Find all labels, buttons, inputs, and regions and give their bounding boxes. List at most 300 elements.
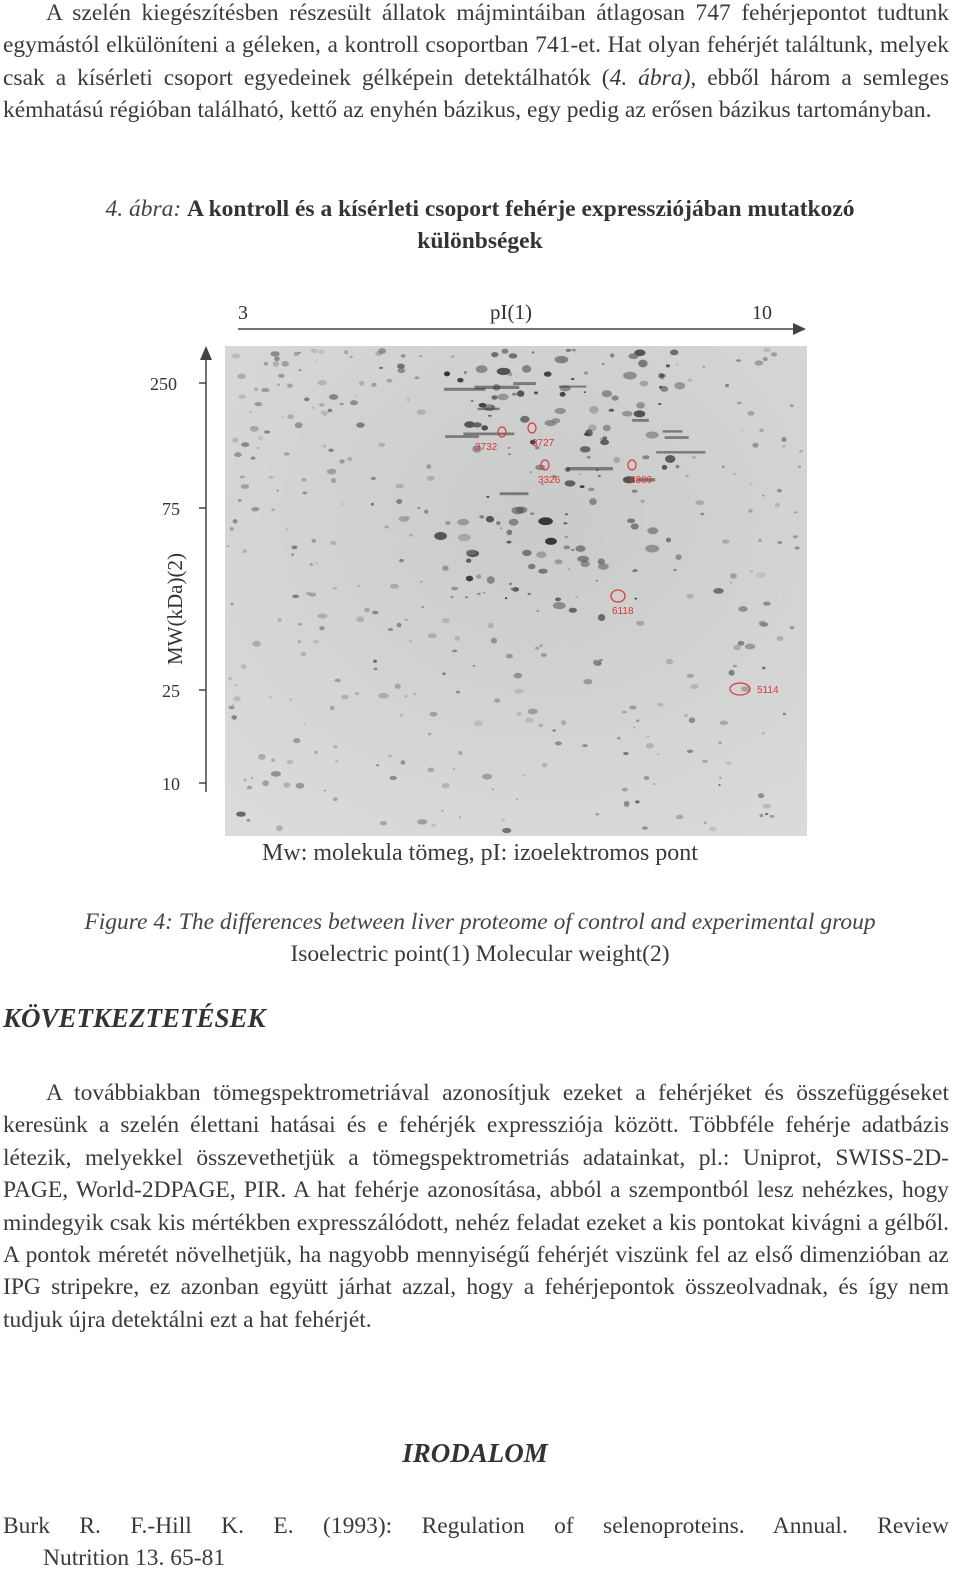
- gel-spot: [555, 598, 561, 602]
- gel-spot: [311, 539, 316, 543]
- gel-spot: [530, 513, 534, 515]
- gel-spot: [298, 623, 302, 625]
- gel-spot: [231, 715, 237, 720]
- gel-spot: [719, 777, 722, 779]
- gel-spot: [687, 750, 693, 753]
- gel-spot: [287, 760, 294, 765]
- gel-spot: [255, 402, 263, 406]
- figure-title-line2: különbségek: [417, 228, 543, 254]
- gel-spot: [227, 545, 230, 547]
- gel-spot: [545, 420, 557, 426]
- gel-spot: [388, 628, 394, 631]
- gel-spot: [622, 788, 628, 792]
- gel-spot: [636, 402, 645, 408]
- gel-spot: [666, 364, 670, 367]
- gel-spot: [726, 761, 732, 765]
- gel-spot: [264, 362, 269, 366]
- gel-spot: [600, 439, 609, 445]
- gel-spot: [595, 813, 599, 816]
- gel-spot: [341, 695, 349, 700]
- gel-spot: [758, 539, 761, 542]
- gel-spot: [318, 350, 324, 354]
- gel-spot: [528, 709, 538, 715]
- gel-spot: [695, 500, 704, 505]
- gel-spot: [420, 581, 423, 583]
- gel-spot: [251, 457, 256, 460]
- gel-spot: [313, 640, 319, 644]
- gel-spot: [453, 768, 456, 770]
- gel-spot: [373, 660, 377, 663]
- gel-spot: [497, 394, 509, 401]
- gel-spot: [598, 475, 601, 478]
- gel-spot: [247, 819, 251, 822]
- gel-spot: [759, 429, 763, 433]
- gel-spot: [565, 513, 569, 515]
- gel-spot: [666, 538, 671, 543]
- gel-spot: [713, 588, 723, 594]
- gel-spot: [657, 754, 659, 756]
- y-tick-25: 25: [162, 681, 180, 701]
- gel-spot: [568, 569, 570, 571]
- gel-spot: [465, 596, 468, 598]
- gel-spot: [702, 366, 705, 368]
- gel-spot: [441, 810, 443, 812]
- gel-spot: [542, 763, 547, 768]
- gel-spot: [417, 507, 420, 509]
- gel-spot: [409, 534, 413, 537]
- gel-spot: [378, 443, 385, 447]
- gel-spot: [482, 774, 492, 780]
- gel-spot: [281, 361, 289, 367]
- gel-spot: [271, 508, 275, 511]
- gel-spot: [274, 356, 279, 361]
- gel-spot: [229, 706, 235, 709]
- gel-spot: [560, 392, 566, 397]
- gel-spot: [622, 411, 633, 417]
- gel-spot: [640, 381, 649, 387]
- gel-spot: [333, 797, 338, 801]
- gel-spot: [588, 488, 595, 492]
- gel-spot: [323, 445, 326, 448]
- gel-streak: [665, 436, 689, 439]
- gel-spot: [298, 640, 301, 643]
- spot-label-3732: 3732: [475, 442, 498, 453]
- gel-spot: [624, 801, 630, 805]
- gel-spot: [632, 490, 638, 493]
- gel-spot: [686, 594, 694, 599]
- gel-spot: [347, 457, 353, 461]
- spot-label-6118: 6118: [612, 606, 634, 617]
- gel-spot: [276, 825, 283, 831]
- gel-spot: [636, 621, 644, 626]
- gel-spot: [303, 492, 308, 495]
- gel-spot: [390, 776, 397, 780]
- gel-spot: [509, 583, 512, 585]
- gel-streak: [559, 386, 587, 388]
- gel-spot: [311, 349, 318, 353]
- gel-spot: [271, 771, 281, 777]
- gel-spot: [335, 679, 341, 683]
- gel-spot: [232, 704, 234, 706]
- gel-spot: [250, 426, 259, 432]
- y-axis-arrowhead: [200, 346, 212, 360]
- gel-spot: [442, 672, 445, 675]
- gel-spot: [387, 379, 393, 383]
- gel-spot: [414, 693, 417, 695]
- gel-spot: [243, 549, 247, 553]
- gel-streak: [474, 386, 519, 389]
- gel-spot: [508, 453, 511, 455]
- gel-spot: [401, 354, 406, 358]
- gel-spot: [247, 786, 253, 790]
- gel-spot: [762, 667, 766, 670]
- gel-spot: [602, 436, 607, 440]
- gel-spot: [528, 564, 535, 570]
- figure-reference: 4. ábra),: [609, 64, 697, 91]
- x-axis-arrowhead: [793, 323, 806, 335]
- gel-streak: [513, 382, 536, 385]
- gel-spot: [306, 592, 312, 595]
- gel-spot: [474, 720, 483, 726]
- gel-spot: [344, 350, 348, 354]
- gel-spot: [534, 391, 538, 394]
- gel-streak: [632, 419, 649, 422]
- gel-spot: [730, 582, 732, 584]
- gel-spot: [304, 723, 306, 725]
- gel-spot: [552, 729, 556, 732]
- gel-spot: [793, 535, 798, 538]
- gel-spot: [794, 511, 798, 513]
- gel-spot: [741, 686, 750, 692]
- gel-spot: [522, 550, 531, 556]
- gel-spot: [292, 595, 299, 599]
- gel-spot: [676, 364, 678, 366]
- gel-spot: [662, 465, 667, 470]
- gel-spot: [676, 554, 682, 560]
- gel-spot: [240, 476, 245, 479]
- gel-spot: [339, 459, 344, 463]
- gel-spot: [623, 372, 637, 380]
- gel-streak: [463, 433, 514, 436]
- gel-spot: [396, 484, 404, 488]
- gel-spot: [269, 476, 274, 479]
- gel-spot: [356, 422, 364, 427]
- gel-spot: [736, 359, 741, 362]
- gel-spot: [777, 489, 782, 492]
- gel-spot: [563, 546, 570, 550]
- gel-spot: [238, 394, 245, 399]
- gel-spot: [397, 623, 402, 628]
- gel-spot: [427, 768, 434, 772]
- y-tick-10: 10: [162, 774, 180, 794]
- gel-spot: [720, 721, 729, 726]
- gel-spot: [733, 665, 737, 668]
- gel-spot: [561, 720, 566, 725]
- gel-spot: [426, 464, 431, 469]
- gel-spot: [790, 626, 794, 629]
- gel-spot: [692, 456, 696, 459]
- gel-spot: [602, 390, 612, 397]
- gel-spot: [777, 636, 784, 641]
- gel-spot: [230, 527, 234, 531]
- gel-spot: [258, 436, 264, 440]
- gel-spot: [473, 422, 482, 427]
- gel-spot: [251, 777, 253, 779]
- gel-spot: [571, 378, 574, 380]
- y-tick-75: 75: [162, 499, 180, 519]
- gel-spot: [451, 587, 458, 591]
- gel-spot: [609, 409, 615, 412]
- gel-spot: [291, 546, 297, 550]
- gel-spot: [295, 422, 303, 428]
- gel-spot: [397, 368, 405, 373]
- conclusions-heading: KÖVETKEZTETÉSEK: [3, 1003, 266, 1033]
- gel-spot: [397, 364, 405, 369]
- gel-spot: [778, 541, 783, 544]
- gel-spot: [571, 349, 576, 352]
- gel-spot: [564, 536, 568, 538]
- gel-spot: [628, 353, 638, 359]
- gel-spot: [277, 490, 279, 492]
- gel-spot: [258, 754, 265, 760]
- gel-spot: [765, 813, 768, 815]
- spot-label-8809: 8809: [630, 475, 653, 486]
- gel-spot: [507, 447, 510, 449]
- gel-spot: [431, 824, 437, 827]
- gel-spot: [452, 650, 457, 653]
- gel-spot: [748, 411, 755, 416]
- spot-label-3326: 3326: [538, 475, 561, 486]
- gel-spot: [331, 478, 337, 483]
- gel-spot: [442, 565, 448, 570]
- gel-spot: [233, 696, 241, 701]
- gel-spot: [544, 371, 552, 376]
- gel-spot: [722, 465, 725, 468]
- gel-spot: [762, 804, 771, 809]
- gel-spot: [577, 556, 589, 562]
- gel-spot: [304, 397, 309, 401]
- gel-spot: [641, 500, 645, 503]
- gel-spot: [565, 480, 576, 486]
- gel-spot: [342, 502, 346, 505]
- figure-caption-en: [0, 906, 960, 970]
- gel-spot: [759, 814, 763, 817]
- gel-spot: [566, 349, 572, 352]
- gel-spot: [310, 563, 313, 566]
- gel-spot: [233, 519, 238, 523]
- gel-spot: [642, 455, 649, 459]
- gel-spot: [634, 410, 646, 417]
- gel-spot: [555, 559, 563, 564]
- gel-spot: [790, 404, 794, 407]
- figure-label: 4. ábra:: [105, 196, 182, 222]
- gel-spot: [488, 415, 492, 417]
- gel-spot: [763, 348, 771, 352]
- gel-spot: [451, 355, 455, 357]
- gel-spot: [456, 691, 460, 694]
- gel-spot: [598, 558, 605, 564]
- gel-spot: [516, 798, 518, 800]
- x-axis-label: pI(1): [490, 300, 532, 324]
- gel-spot: [278, 374, 284, 378]
- gel-spot: [458, 751, 462, 755]
- gel-spot: [755, 360, 764, 365]
- gel-spot: [286, 529, 289, 531]
- gel-spot: [472, 665, 475, 667]
- gel-spot: [584, 391, 586, 393]
- gel-spot: [301, 652, 307, 656]
- gel-spot: [405, 619, 408, 621]
- gel-spot: [289, 698, 292, 700]
- x-tick-left: 3: [238, 302, 248, 324]
- gel-spot: [315, 562, 318, 564]
- gel-spot: [599, 659, 603, 662]
- gel-spot: [241, 442, 249, 447]
- gel-spot: [419, 355, 422, 357]
- gel-spot: [730, 573, 737, 579]
- gel-spot: [379, 367, 383, 369]
- gel-spot: [674, 382, 685, 389]
- gel-spot: [350, 400, 358, 405]
- gel-spot: [771, 352, 777, 356]
- gel-spot: [243, 778, 247, 782]
- gel-spot: [782, 445, 785, 448]
- gel-spot: [492, 788, 494, 790]
- gel-spot: [688, 379, 693, 382]
- gel-spot: [451, 596, 454, 598]
- y-axis-label: MW(kDa)(2): [163, 553, 187, 665]
- gel-spot: [522, 365, 531, 373]
- gel-spot: [241, 484, 249, 489]
- gel-spot: [442, 783, 450, 789]
- gel-spot: [422, 606, 424, 608]
- gel-spot: [514, 689, 523, 694]
- gel-spot: [700, 513, 704, 516]
- gel-spot: [623, 752, 629, 755]
- gel-spot: [257, 447, 259, 449]
- gel-spot: [505, 597, 507, 599]
- gel-spot: [357, 617, 365, 623]
- gel-spot: [371, 383, 376, 387]
- gel-spot: [328, 449, 333, 452]
- gel-spot: [644, 776, 650, 780]
- gel-spot: [445, 521, 451, 525]
- gel-spot: [646, 743, 654, 749]
- gel-spot: [795, 546, 800, 549]
- gel-spot: [589, 498, 597, 505]
- gel-spot: [262, 780, 269, 786]
- gel-spot: [476, 574, 481, 579]
- gel-spot: [371, 477, 376, 480]
- gel-spot: [535, 647, 539, 650]
- gel-spot: [762, 732, 765, 734]
- gel-spot: [427, 476, 435, 481]
- gel-spot: [271, 351, 280, 356]
- gel-spot: [287, 414, 294, 419]
- gel-spot: [729, 670, 735, 676]
- gel-spot: [665, 455, 675, 463]
- gel-spot: [486, 516, 494, 523]
- gel-spot: [284, 452, 290, 455]
- gel-spot: [388, 755, 393, 758]
- gel-spot: [234, 684, 237, 686]
- gel-spot: [749, 484, 752, 486]
- gel-spot: [372, 611, 378, 615]
- gel-spot: [252, 641, 260, 647]
- gel-spot: [327, 469, 337, 475]
- gel-spot: [555, 741, 562, 745]
- gel-spot: [434, 532, 447, 540]
- gel-spot: [281, 416, 283, 418]
- gel-spot: [555, 408, 566, 414]
- gel-spot: [532, 351, 534, 353]
- gel-spot: [722, 539, 730, 543]
- gel-spot: [530, 471, 532, 473]
- gel-spot: [645, 545, 659, 553]
- gel-spot: [684, 714, 688, 717]
- gel-spot: [428, 633, 437, 638]
- gel-spot: [538, 569, 547, 574]
- gel-spot: [545, 538, 557, 545]
- gel-spot: [390, 584, 399, 589]
- gel-spot: [314, 361, 316, 363]
- gel-spot: [745, 644, 756, 650]
- gel-spot: [646, 432, 659, 439]
- gel-spot: [563, 522, 567, 524]
- gel-spot: [506, 654, 513, 659]
- gel-spot: [737, 402, 741, 404]
- gel-spot: [642, 826, 648, 830]
- gel-spot: [400, 714, 403, 717]
- gel-spot: [228, 677, 232, 680]
- gel-spot: [517, 712, 522, 716]
- gel-spot: [613, 457, 620, 463]
- gel-spot: [783, 713, 786, 716]
- gel-spot: [335, 760, 338, 763]
- gel-spot: [507, 541, 512, 544]
- gel-spot: [315, 751, 318, 754]
- gel-spot: [236, 812, 246, 817]
- gel-spot: [230, 603, 233, 606]
- gel-spot: [476, 365, 488, 373]
- gel-spot: [330, 706, 335, 711]
- gel-spot: [635, 598, 638, 600]
- gel-spot: [575, 596, 578, 598]
- gel-spot: [585, 429, 593, 436]
- gel-spot: [687, 674, 694, 678]
- gel-spot: [799, 450, 803, 453]
- gel-spot: [540, 644, 543, 647]
- figure-caption-en-line1: Figure 4: The differences between liver proteome of control and experimental group: [84, 909, 876, 935]
- gel-spot: [380, 821, 387, 825]
- gel-spot: [251, 507, 259, 511]
- gel-spot: [458, 534, 471, 542]
- gel-spot: [298, 369, 301, 371]
- gel-spot: [763, 357, 768, 361]
- references-heading: IRODALOM: [402, 1438, 548, 1468]
- gel-spot: [234, 452, 242, 457]
- figure-title-line1: A kontroll és a kísérleti csoport fehérje expressziójában mutatkozó: [187, 196, 855, 222]
- gel-spot: [536, 551, 546, 558]
- gel-spot: [652, 783, 655, 785]
- gel-spot: [733, 473, 737, 475]
- gel-streak: [663, 430, 683, 432]
- gel-spot: [417, 819, 427, 824]
- gel-spot: [718, 784, 720, 786]
- gel-spot: [510, 588, 514, 591]
- y-tick-250: 250: [150, 374, 177, 394]
- gel-spot: [455, 636, 460, 641]
